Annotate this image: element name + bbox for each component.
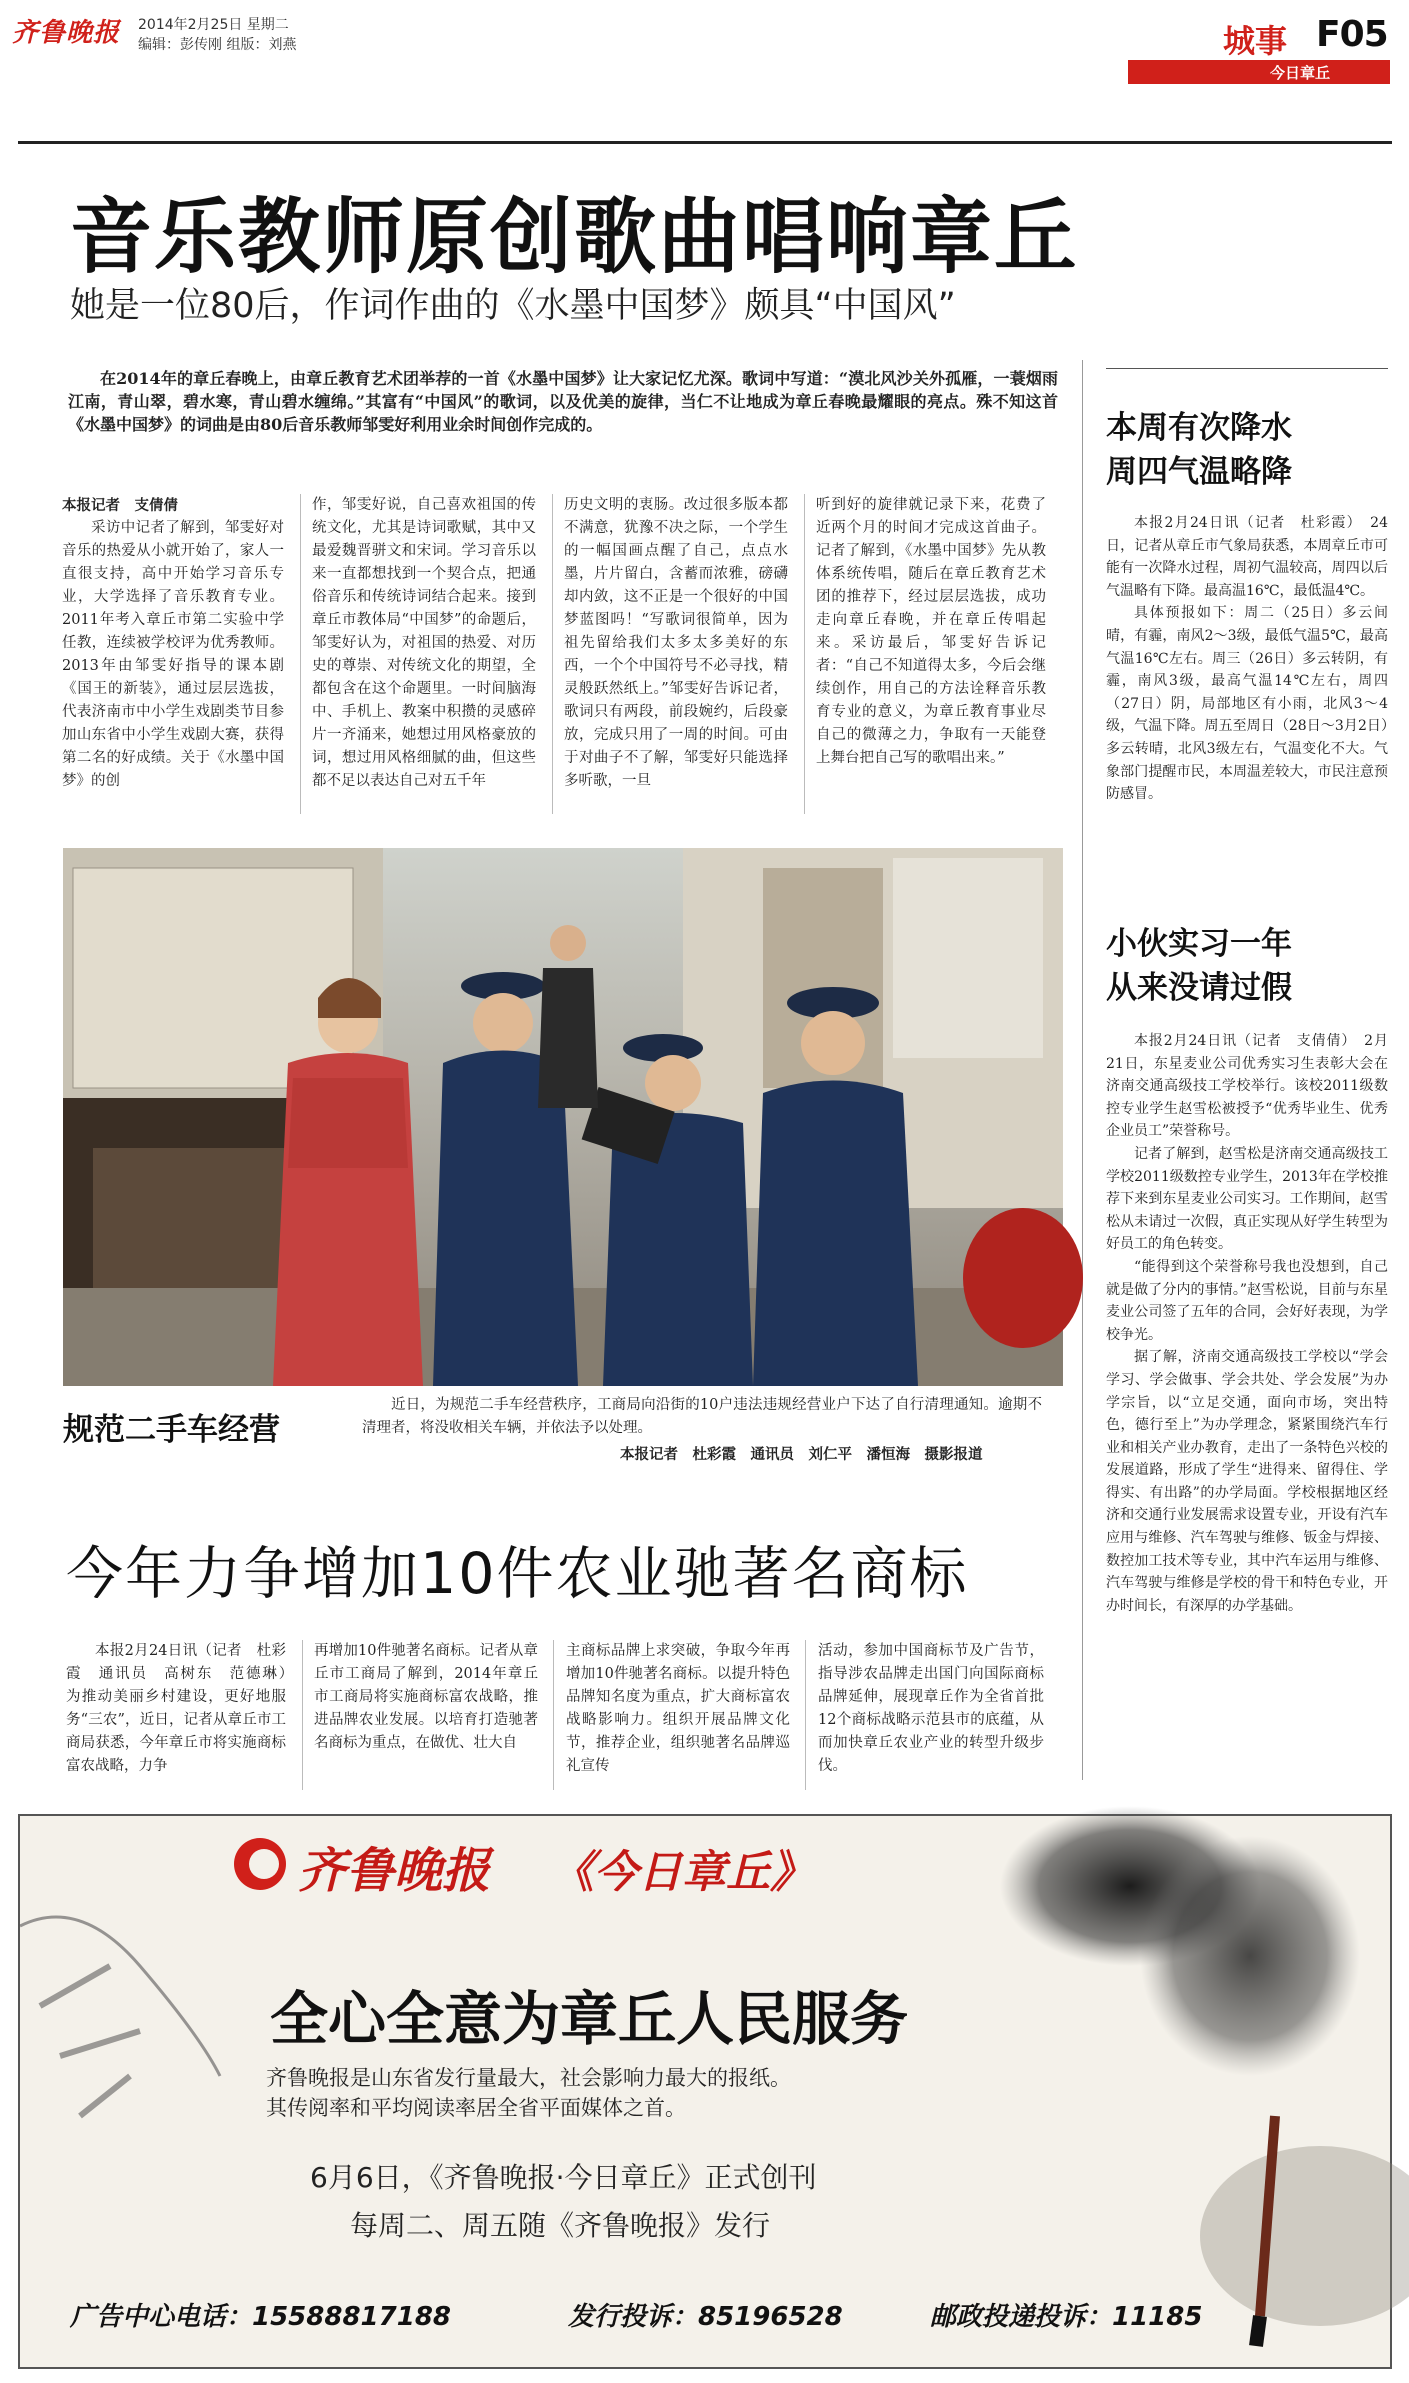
page-number: F05 (1316, 14, 1388, 55)
intern-headline-line-1: 小伙实习一年 (1106, 926, 1292, 962)
weather-body: 本报2月24日讯（记者 杜彩霞） 24日，记者从章丘市气象局获悉，本周章丘市可能有一次降水过程，周初气温较高，周四以后气温略有下降。最高温16℃，最低温4℃。 具体预报如下：周二（25日）多云间晴，有霾，南风2～3级，最低气温5℃，最高气温16℃左右。周三（26日）多云转阴，有霾，南风3级，最高气温14℃左右，周四（27日）阴，局部地区有小雨，北风3～4级，气温下降。周五至周日（28日～3月2日）多云转晴，北风3级左右，气温变化不大。气象部门提醒市民，本周温差较大，市民注意预防感冒。 (1106, 515, 1388, 803)
intern-headline-line-2: 从来没请过假 (1106, 970, 1292, 1006)
ad-logo-text: 齐鲁晚报 (298, 1843, 491, 1899)
section-name: 城事 (1223, 22, 1288, 60)
editors-line: 编辑：彭传刚 组版：刘燕 (138, 37, 297, 53)
ad-desc-line-1: 齐鲁晚报是山东省发行量最大，社会影响力最大的报纸。 (266, 2066, 791, 2090)
main-headline: 音乐教师原创歌曲唱响章丘 (70, 190, 1079, 285)
col-divider (552, 494, 553, 814)
photo-scene (63, 848, 1063, 1386)
ad-desc-line-2: 其传阅率和平均阅读率居全省平面媒体之首。 (266, 2096, 686, 2120)
weather-headline-line-2: 周四气温略降 (1106, 454, 1292, 490)
trademark-col-3: 主商标品牌上求突破，争取今年再增加10件驰著名商标。以提升特色品牌知名度为重点，扩大商标富农战略影响力。组织开展品牌文化节，推荐企业，组织驰著名品牌巡礼宣传 (566, 1643, 790, 1774)
main-subhead: 她是一位80后，作词作曲的《水墨中国梦》颇具“中国风” (70, 286, 956, 326)
col-divider (300, 494, 301, 814)
ad-launch-line-2: 每周二、周五随《齐鲁晚报》发行 (350, 2209, 771, 2242)
main-lead: 在2014年的章丘春晚上，由章丘教育艺术团举荐的一首《水墨中国梦》让大家记忆尤深。歌词中写道：“漠北风沙关外孤雁，一蓑烟雨江南，青山翠，碧水寒，青山碧水缠绵。”其富有“中国风”的歌词，以及优美的旋律，当仁不让地成为章丘春晚最耀眼的亮点。殊不知这首《水墨中国梦》的词曲是由80后音乐教师邹雯好利用业余时间创作完成的。 (68, 369, 1058, 434)
ad-slogan: 全心全意为章丘人民服务 (270, 1985, 909, 2053)
trademark-col-2: 再增加10件驰著名商标。记者从章丘市工商局了解到，2014年章丘市工商局将实施商标富农战略，推进品牌农业发展。以培育打造驰著名商标为重点，在做优、壮大自 (314, 1643, 538, 1751)
bystander-figure (538, 925, 598, 1108)
photo-title: 规范二手车经营 (63, 1412, 280, 1448)
main-col-2: 作，邹雯好说，自己喜欢祖国的传统文化，尤其是诗词歌赋，其中又最爱魏晋骈文和宋词。学习音乐以来一直都想找到一个契合点，把通俗音乐和传统诗词结合起来。接到章丘市教体局“中国梦”的命题后，邹雯好认为，对祖国的热爱、对历史的尊崇、对传统文化的期望，全都包含在这个命题里。一时间脑海中、手机上、教案中积攒的灵感碎片一齐涌来，她想过用风格豪放的词，想过用风格细腻的曲，但这些都不足以表达自己对五千年 (312, 497, 536, 789)
ad-phone-postal: 邮政投递投诉：11185 (930, 2302, 1203, 2332)
col-divider (302, 1640, 303, 1790)
ad-launch-line-1: 6月6日，《齐鲁晚报·今日章丘》正式创刊 (310, 2161, 817, 2194)
photo-caption: 近日，为规范二手车经营秩序，工商局向沿街的10户违法违规经营业户下达了自行清理通知。逾期不清理者，将没收相关车辆，并依法予以处理。 (362, 1397, 1042, 1436)
photo-credit: 本报记者 杜彩霞 通讯员 刘仁平 潘恒海 摄影报道 (620, 1446, 983, 1463)
ad-phone-distribution: 发行投诉：85196528 (568, 2302, 843, 2332)
issue-date: 2014年2月25日 星期二 (138, 17, 289, 33)
edition-label: 今日章丘 (1269, 64, 1330, 82)
col-divider (805, 1640, 806, 1790)
masthead-logo: 齐鲁晚报 (12, 18, 121, 48)
main-col-4: 听到好的旋律就记录下来，花费了近两个月的时间才完成这首曲子。记者了解到，《水墨中国梦》先从教体系统传唱，随后在章丘教育艺术团的推荐下，经过层层选拔，成功走向章丘春晚，并在章丘传唱起来。采访最后，邹雯好告诉记者：“自己不知道得太多，今后会继续创作，用自己的方法诠释音乐教育专业的意义，为章丘教育事业尽自己的微薄之力，争取有一天能登上舞台把自己写的歌唱出来。” (816, 497, 1046, 766)
ad-banner (18, 1814, 1392, 2369)
header-rule (18, 141, 1392, 144)
news-photo (63, 848, 1063, 1386)
section-bar (1128, 60, 1390, 84)
trademark-col-4: 活动，参加中国商标节及广告节，指导涉农品牌走出国门向国际商标品牌延伸，展现章丘作为全省首批12个商标战略示范县市的底蕴，从而加快章丘农业产业的转型升级步伐。 (818, 1643, 1044, 1774)
sidebar-divider (1082, 360, 1083, 1780)
main-col-1: 本报记者 支倩倩 采访中记者了解到，邹雯好对音乐的热爱从小就开始了，家人一直很支持，高中开始学习音乐专业，大学选择了音乐教育专业。2011年考入章丘市第二实验中学任教，连续被学校评为优秀教师。2013年由邹雯好指导的课本剧《国王的新装》，通过层层选拔，代表济南市中小学生戏剧类节目参加山东省中小学生戏剧大赛，获得第二名的好成绩。关于《水墨中国梦》的创 (62, 494, 284, 814)
sidebar-top-rule (1106, 368, 1388, 369)
main-byline: 本报记者 支倩倩 (62, 497, 178, 514)
trademark-headline: 今年力争增加10件农业驰著名商标 (66, 1541, 969, 1607)
ad-edition-text: 《今日章丘》 (550, 1847, 814, 1898)
ad-phone-ad: 广告中心电话：15588817188 (70, 2302, 451, 2332)
col-divider (804, 494, 805, 814)
intern-body: 本报2月24日讯（记者 支倩倩） 2月21日，东星麦业公司优秀实习生表彰大会在济南交通高级技工学校举行。该校2011级数控专业学生赵雪松被授予“优秀毕业生、优秀企业员工”荣誉称号。 记者了解到，赵雪松是济南交通高级技工学校2011级数控专业学生，2013年在学校推荐下来到东星麦业公司实习。工作期间，赵雪松从未请过一次假，真正实现从好学生转型为好员工的角色转变。 “能得到这个荣誉称号我也没想到，自己就是做了分内的事情。”赵雪松说，目前与东星麦业公司签了五年的合同，会好好表现，为学校争光。 据了解，济南交通高级技工学校以“学会学习、学会做事、学会共处、学会发展”为办学宗旨，以“立足交通，面向市场，突出特色，德行至上”为办学理念，紧紧围绕汽车行业和相关产业办教育，走出了一条特色兴校的发展道路，形成了学生“进得来、留得住、学得实、有出路”的办学局面。学校根据地区经济和交通行业发展需求设置专业，开设有汽车应用与维修、汽车驾驶与维修、钣金与焊接、数控加工技术等专业，其中汽车运用与维修、汽车驾驶与维修是学校的骨干和特色专业，开办时间长，有深厚的办学基础。 (1106, 1033, 1388, 1614)
weather-headline-line-1: 本周有次降水 (1106, 410, 1292, 446)
main-col-3: 历史文明的衷肠。改过很多版本都不满意，犹豫不决之际，一个学生的一幅国画点醒了自己，点点水墨，片片留白，含蓄而浓雅，磅礴却内敛，这不正是一个很好的中国梦蓝图吗！“写歌词很简单，因为祖先留给我们太多太多美好的东西，一个个中国符号不必寻找，精灵般跃然纸上。”邹雯好告诉记者，歌词只有两段，前段婉约，后段豪放，完成只用了一周的时间。可由于对曲子不了解，邹雯好只能选择多听歌，一旦 (564, 497, 788, 789)
col-divider (553, 1640, 554, 1790)
trademark-col-1: 本报2月24日讯（记者 杜彩霞 通讯员 高树东 范德琳） 为推动美丽乡村建设，更好地服务“三农”，近日，记者从章丘市工商局获悉，今年章丘市将实施商标富农战略，力争 (66, 1643, 301, 1774)
